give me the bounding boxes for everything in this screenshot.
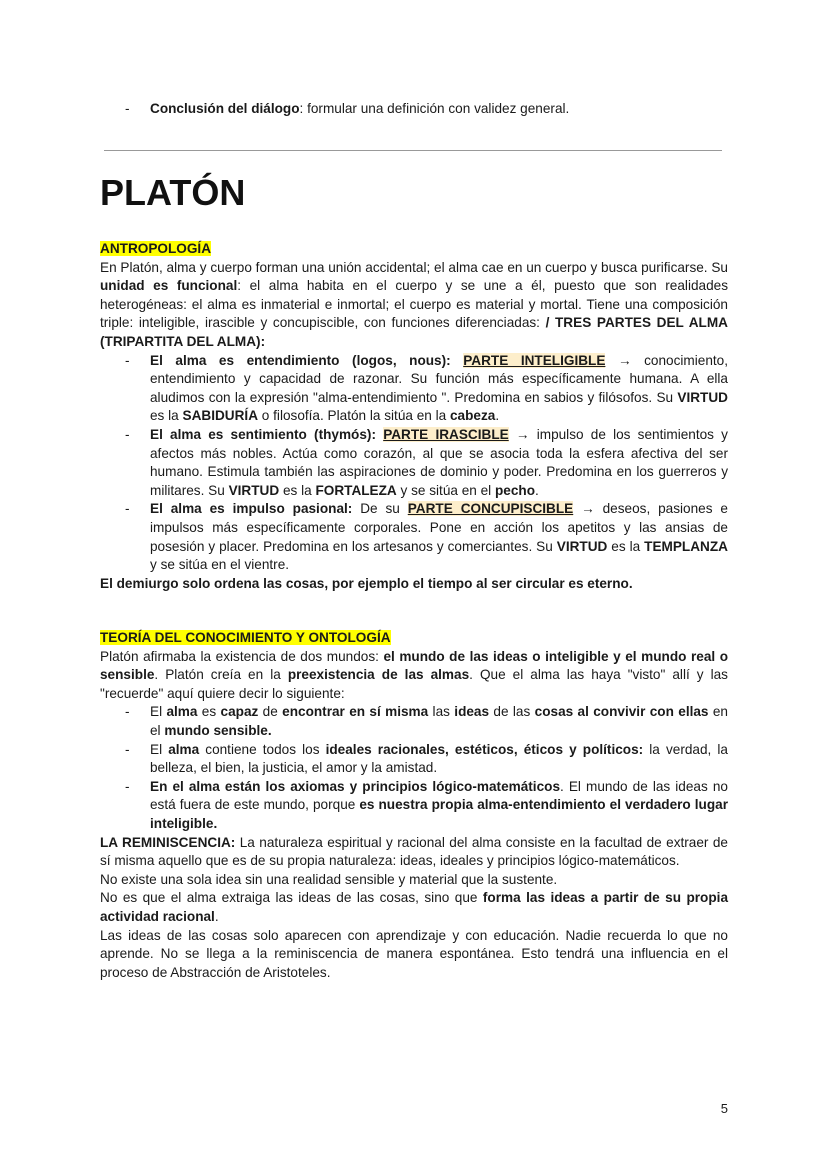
- alma-item-irascible: [100, 426, 728, 500]
- t: la verdad, la belleza, el bien, la justicia, el amor y la amistad.: [150, 741, 728, 776]
- item-text: es la: [607, 538, 645, 554]
- b: forma las ideas a partir de su propia actividad racional: [100, 890, 729, 924]
- t: .: [214, 908, 219, 924]
- antropologia-section: [100, 240, 728, 593]
- intro-bold: preexistencia de las almas: [287, 667, 470, 683]
- teoria-item-1: [100, 703, 728, 740]
- b: mundo sensible.: [164, 722, 272, 738]
- item-bold: SABIDURÍA: [182, 408, 259, 424]
- teoria-intro: [100, 648, 728, 704]
- t: de: [258, 704, 283, 720]
- reminiscencia-label: LA REMINISCENCIA:: [100, 834, 236, 850]
- b: capaz: [220, 704, 259, 720]
- item-text: → impulso de los sentimientos y afectos más nobles. Actúa como corazón, al que se asocia toda la esfera afectiva del ser humano. Estimula también las aspiraciones de dominio y poder. Predomina en los guerreros y militares. Su: [150, 426, 728, 498]
- antropologia-heading: ANTROPOLOGÍA: [100, 241, 212, 256]
- item-colon: :: [446, 352, 464, 368]
- paragraph-aprendizaje: Las ideas de las cosas solo aparecen con aprendizaje y con educación. Nadie recuerda lo que no aprende. No se llega a la reminiscencia de manera espontánea. Esto tendrá una influencia en el proceso de Abstracción de Aristoteles.: [100, 927, 728, 980]
- parte-concupiscible-label: PARTE CONCUPISCIBLE: [407, 501, 574, 517]
- item-bold: FORTALEZA: [315, 482, 397, 498]
- item-lead: El alma es impulso pasional:: [150, 501, 353, 517]
- item-bold: pecho: [494, 482, 536, 498]
- bullet-dash: -: [125, 704, 130, 720]
- t: es: [197, 704, 221, 720]
- item-text: y se sitúa en el: [396, 482, 495, 498]
- intro-text: Platón afirmaba la existencia de dos mundos:: [100, 648, 384, 664]
- item-bold: VIRTUD: [556, 538, 608, 554]
- item-text: es la: [150, 408, 183, 424]
- teoria-item-2: [100, 741, 728, 778]
- intro-text-2: : el alma habita en el cuerpo y se une a él, puesto que son realidades heterogéneas: el alma es inmaterial e inmortal; el cuerpo es material y mortal. Tiene una composición triple: inteligible, irascible y concupiscible, con funciones diferenciadas:: [100, 278, 729, 331]
- t: contiene todos los: [199, 741, 326, 757]
- reminiscencia-paragraph: [100, 834, 728, 871]
- intro-text: . Platón creía en la: [154, 667, 288, 683]
- t: las: [428, 704, 455, 720]
- t: No es que el alma extraiga las ideas de las cosas, sino que: [100, 890, 483, 906]
- page-title: PLATÓN: [100, 172, 246, 213]
- teoria-item-3: [100, 778, 728, 834]
- parte-irascible-label: PARTE IRASCIBLE: [383, 426, 509, 442]
- item-bold: VIRTUD: [228, 482, 280, 498]
- bullet-dash: -: [125, 426, 130, 442]
- item-text: → deseos, pasiones e impulsos más específicamente corporales. Pone en acción los apetitos y las ansias de posesión y placer. Predomina en los artesanos y comerciantes. Su: [150, 501, 728, 554]
- b: ideales racionales, estéticos, éticos y políticos:: [325, 741, 644, 757]
- item-text: es la: [279, 482, 316, 498]
- demiurgo-statement: El demiurgo solo ordena las cosas, por ejemplo el tiempo al ser circular es eterno.: [100, 575, 633, 591]
- t: . El mundo de las ideas no está fuera de este mundo, porque: [150, 778, 728, 813]
- item-text: y se sitúa en el vientre.: [150, 557, 290, 573]
- item-lead: El alma es sentimiento (thymós): [150, 426, 372, 442]
- intro-text-1: En Platón, alma y cuerpo forman una unión accidental; el alma cae en un cuerpo y busca purificarse. Su: [100, 259, 728, 275]
- horizontal-divider: [104, 150, 722, 151]
- item-bold: cabeza: [449, 408, 496, 424]
- b: encontrar en sí misma: [282, 704, 429, 720]
- page-number: 5: [720, 1101, 728, 1116]
- b: ideas: [454, 704, 490, 720]
- intro-bold: el mundo de las ideas o inteligible y el mundo real o sensible: [100, 648, 728, 683]
- intro-bold-end: / TRES PARTES DEL ALMA (TRIPARTITA DEL ALMA):: [100, 315, 729, 349]
- item-colon: De su: [352, 501, 408, 517]
- alma-item-inteligible: [100, 352, 728, 426]
- item-colon: :: [371, 426, 384, 442]
- t: de las: [489, 704, 535, 720]
- item-text: → conocimiento, entendimiento y capacidad de razonar. Su función más específicamente humana. A ella aludimos con la expresión "alma-entendimiento ". Predomina en sabios y filósofos. Su: [150, 352, 728, 405]
- item-text: .: [535, 482, 539, 498]
- alma-item-concupiscible: [100, 500, 728, 574]
- top-bullet: [150, 100, 730, 119]
- parte-inteligible-label: PARTE INTELIGIBLE: [463, 352, 606, 368]
- bullet-dash: -: [125, 352, 130, 368]
- t: en el: [150, 704, 728, 738]
- teoria-section: [100, 629, 728, 982]
- teoria-heading: TEORÍA DEL CONOCIMIENTO Y ONTOLOGÍA: [100, 630, 391, 645]
- top-bullet-label: Conclusión del diálogo: [150, 101, 300, 116]
- item-bold: TEMPLANZA: [644, 538, 728, 554]
- t: El: [150, 741, 169, 757]
- b: es nuestra propia alma-entendimiento el verdadero lugar inteligible.: [150, 797, 728, 831]
- top-bullet-text: : formular una definición con validez general.: [299, 101, 570, 116]
- top-bullet-dash: -: [125, 101, 130, 116]
- b: En el alma están los axiomas y principios lógico-matemáticos: [150, 778, 560, 794]
- intro-bold: unidad es funcional: [100, 278, 238, 294]
- bullet-dash: -: [125, 741, 130, 757]
- reminiscencia-text: La naturaleza espiritual y racional del alma consiste en la facultad de extraer de sí misma aquello que es de su propia naturaleza: ideas, ideales y principios lógico-matemáticos.: [100, 834, 728, 869]
- b: alma: [168, 741, 200, 757]
- paragraph-ideas: [100, 889, 728, 926]
- paragraph-line: No existe una sola idea sin una realidad sensible y material que la sustente.: [100, 871, 558, 887]
- t: El: [150, 704, 167, 720]
- b: alma: [166, 704, 198, 720]
- item-bold: VIRTUD: [677, 389, 728, 405]
- item-lead: El alma es entendimiento (logos, nous): [150, 352, 447, 368]
- intro-text: . Que el alma las haya "visto" allí y las "recuerde" aquí quiere decir lo siguiente:: [100, 667, 728, 701]
- bullet-dash: -: [125, 778, 130, 794]
- bullet-dash: -: [125, 501, 130, 517]
- item-text: o filosofía. Platón la sitúa en la: [258, 408, 450, 424]
- item-text: .: [495, 408, 500, 424]
- antropologia-intro: [100, 259, 728, 352]
- b: cosas al convivir con ellas: [534, 704, 709, 720]
